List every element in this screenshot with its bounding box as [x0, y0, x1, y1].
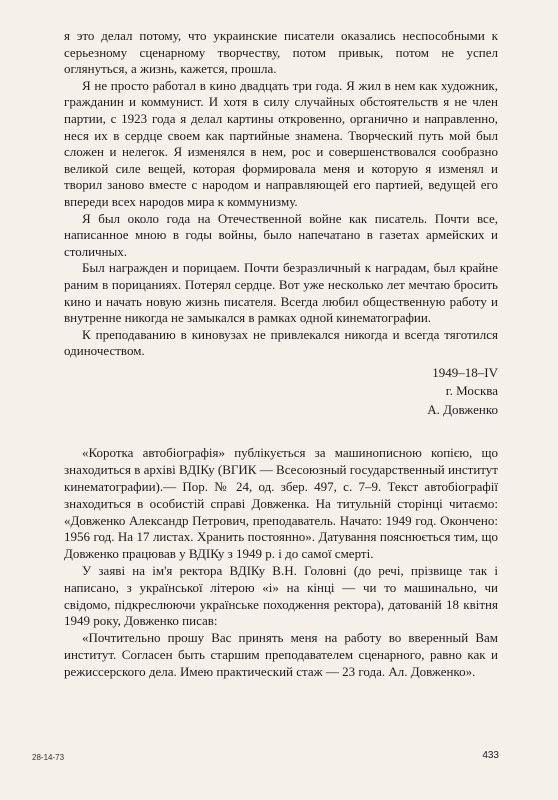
signature-block — [64, 364, 498, 420]
text-column — [64, 28, 498, 681]
note-paragraph: «Коротка автобіографія» публікується за машинописною копією, що знаходиться в архіві ВДІКу (ВГИК — Всесоюзный государственный институт кинематографии).— Пор. № 24, од. збер. 497, с. 7–9. Текст автобіографії знаходиться в особистій справі Довженка. На титульній сторінці читаємо: «Довженко Александр Петрович, преподаватель. Начато: 1949 год. Окончено: 1956 год. На 17 листах. Хранить постоянно». Датування пояснюється тим, що Довженко працював у ВДІКу з 1949 р. і до самої смерті. — [64, 445, 498, 562]
note-paragraph: У заяві на ім'я ректора ВДІКу В.Н. Головні (до речі, прізвище так і написано, з української літерою «і» на кінці — чи то машинально, чи свідомо, підкреслюючи українське походження ректора), датованій 18 квітня 1949 року, Довженко писав: — [64, 562, 498, 629]
print-signature-code: 28-14-73 — [32, 753, 65, 762]
body-paragraph: Я не просто работал в кино двадцать три года. Я жил в нем как художник, гражданин и коммунист. И хотя в силу случайных обстоятельств я не член партии, с 1923 года я делал картины откровенно, органично и направленно, неся их в сердце своем как партийные знамена. Творческий путь мой был сложен и нелегок. Я изменялся в нем, рос и совершенствовался сообразно великой силе вещей, которая формировала меня и которую я изменял и творил заново вместе с народом и направляющей его партией, ведущей его впереди всех народов мира к коммунизму. — [64, 77, 498, 209]
body-paragraph: К преподаванию в киновузах не привлекался никогда и всегда тяготился одиночеством. — [64, 326, 498, 359]
signature-date: 1949–18–IV — [432, 364, 498, 380]
signature-author: А. Довженко — [427, 401, 498, 417]
signature-city: г. Москва — [445, 383, 498, 399]
page-number: 433 — [482, 750, 499, 761]
body-paragraph: Я был около года на Отечественной войне как писатель. Почти все, написанное мною в годы войны, было напечатано в газетах армейских и столичных. — [64, 210, 498, 259]
commentary-notes — [64, 445, 498, 680]
note-paragraph: «Почтительно прошу Вас принять меня на работу во вверенный Вам институт. Согласен быть старшим преподавателем сценарного, равно как и режиссерского дела. Имею практический стаж — 23 года. Ал. Довженко». — [64, 630, 498, 679]
body-paragraph: я это делал потому, что украинские писатели оказались неспособными к серьезному сценарному творчеству, потом привык, потом не успел оглянуться, а жизнь, кажется, прошла. — [64, 28, 498, 77]
body-paragraph: Был награжден и порицаем. Почти безразличный к наградам, был крайне раним в порицаниях. Потерял сердце. Вот уже несколько лет мечтаю бросить кино и начать новую жизнь писателя. Всегда любил общественную работу и внутренне никогда не замыкался в рамках одной кинематографии. — [64, 260, 498, 326]
